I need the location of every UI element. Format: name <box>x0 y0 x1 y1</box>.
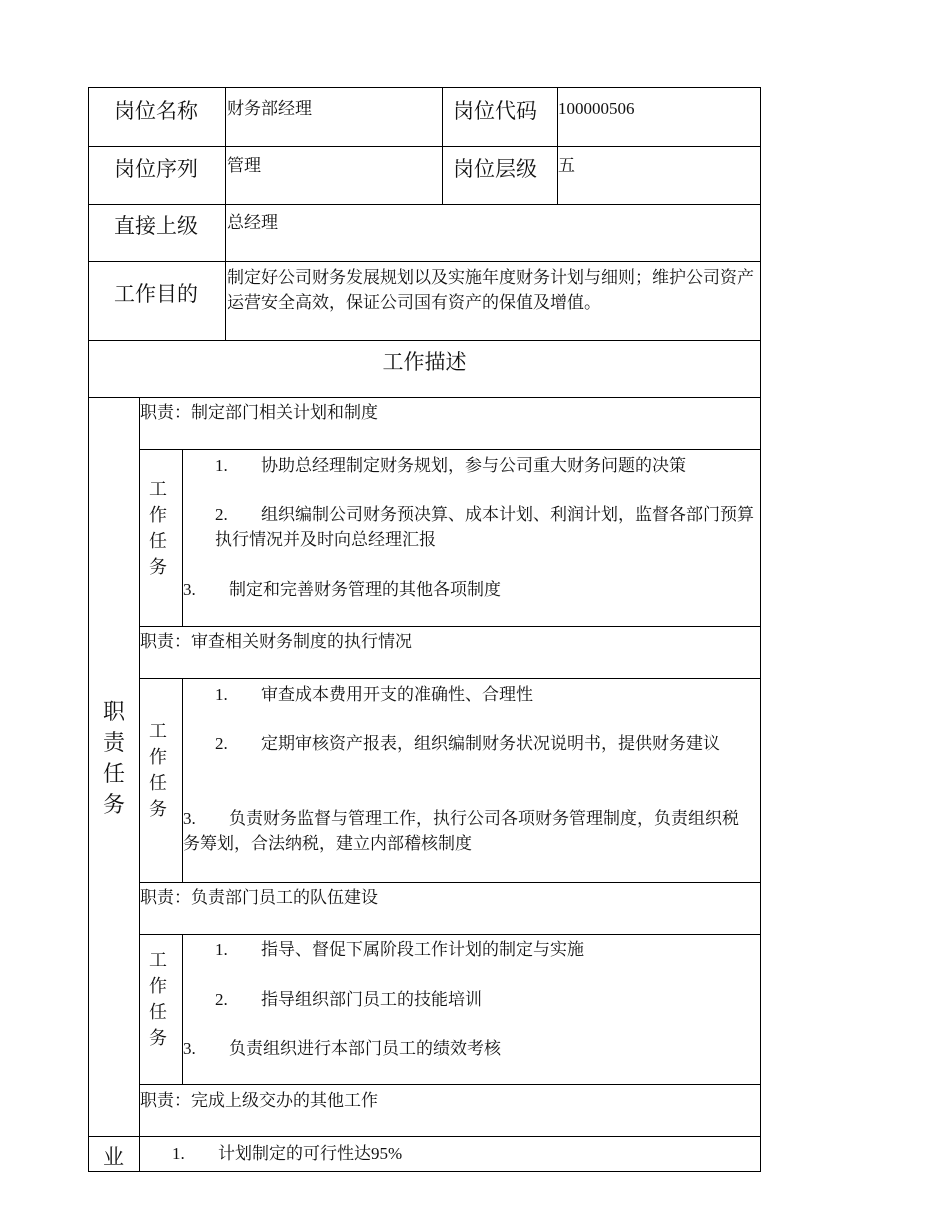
position-name-label: 岗位名称 <box>114 99 198 123</box>
position-series-value: 管理 <box>227 156 261 175</box>
work-purpose-label: 工作目的 <box>114 282 198 306</box>
duty-title-2: 职责：审查相关财务制度的执行情况 <box>140 632 412 651</box>
work-purpose-value: 制定好公司财务发展规划以及实施年度财务计划与细则；维护公司资产运营安全高效，保证公司国有资产的保值及增值。 <box>227 268 754 312</box>
task-3-3: 3. 负责组织进行本部门员工的绩效考核 <box>183 1039 501 1058</box>
task-3-2: 2. 指导组织部门员工的技能培训 <box>215 990 482 1009</box>
performance-item-1: 1. 计划制定的可行性达95% <box>172 1144 403 1163</box>
performance-label: 业 <box>103 1145 124 1169</box>
duty-title-3: 职责：负责部门员工的队伍建设 <box>140 888 378 907</box>
task-3-1: 1. 指导、督促下属阶段工作计划的制定与实施 <box>215 940 584 959</box>
task-1-3: 3. 制定和完善财务管理的其他各项制度 <box>183 580 501 599</box>
direct-superior-value: 总经理 <box>227 213 278 232</box>
position-name-value: 财务部经理 <box>227 99 312 118</box>
position-code-label: 岗位代码 <box>453 99 537 123</box>
task-2-2: 2. 定期审核资产报表，组织编制财务状况说明书，提供财务建议 <box>215 734 720 753</box>
work-description-title: 工作描述 <box>382 350 467 374</box>
task-2-3: 3. 负责财务监督与管理工作，执行公司各项财务管理制度，负责组织税务筹划，合法纳税，建立内部稽核制度 <box>183 809 739 853</box>
duty-title-4: 职责：完成上级交办的其他工作 <box>140 1091 378 1110</box>
task-1-2: 2. 组织编制公司财务预决算、成本计划、利润计划，监督各部门预算执行情况并及时向总经理汇报 <box>215 505 754 549</box>
duty-title-1: 职责：制定部门相关计划和制度 <box>140 403 378 422</box>
task-label-1: 工作任务 <box>149 479 167 577</box>
position-series-label: 岗位序列 <box>114 157 198 181</box>
position-code-value: 100000506 <box>558 99 635 118</box>
direct-superior-label: 直接上级 <box>114 214 198 238</box>
position-level-value: 五 <box>558 156 575 175</box>
task-label-3: 工作任务 <box>149 950 167 1048</box>
duties-section-label: 职责任务 <box>102 699 125 817</box>
task-2-1: 1. 审查成本费用开支的准确性、合理性 <box>215 685 533 704</box>
task-label-2: 工作任务 <box>149 721 167 819</box>
position-level-label: 岗位层级 <box>453 157 537 181</box>
task-1-1: 1. 协助总经理制定财务规划，参与公司重大财务问题的决策 <box>215 456 686 475</box>
